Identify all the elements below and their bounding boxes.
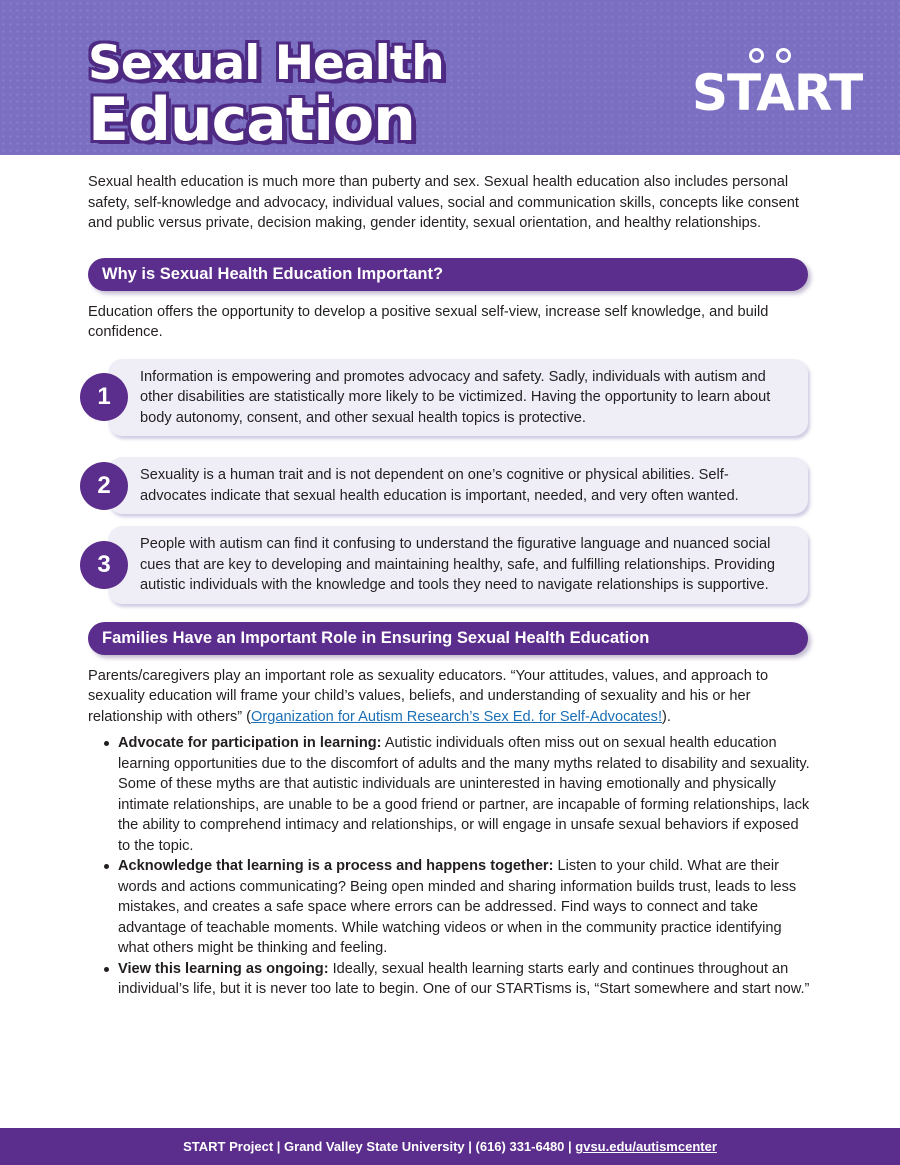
- number-badge: 2: [80, 462, 128, 510]
- number-badge: 1: [80, 373, 128, 421]
- bullet-text: Ideally, sexual health learning starts early and continues throughout an individual’s life, but it is never too late to begin. One of our STARTisms is, “Start somewhere and start now.”: [118, 960, 810, 997]
- numbered-item-text: Information is empowering and promotes advocacy and safety. Sadly, individuals with autism and other disabilities are statistically more likely to be victimized. Having the opportunity to learn about body autonomy, consent, and other sexual health topics is protective.: [108, 359, 808, 437]
- intro-paragraph: Sexual health education is much more than puberty and sex. Sexual health education also includes personal safety, self-knowledge and advocacy, individual values, social and communication skills, concepts like consent and public versus private, decision making, gender identity, sexual orientation, and healthy relationships.: [88, 174, 799, 231]
- oar-resource-link[interactable]: Organization for Autism Research’s Sex Ed. for Self-Advocates!: [251, 708, 663, 725]
- main-content: [88, 172, 813, 1000]
- footer-website-link[interactable]: gvsu.edu/autismcenter: [575, 1139, 717, 1154]
- logo-text: START: [692, 64, 863, 122]
- list-item: [102, 856, 813, 959]
- numbered-item-text: People with autism can find it confusing to understand the figurative language and nuanced social cues that are key to developing and maintaining healthy, safe, and fulfilling relationships. Providing autistic individuals with the knowledge and tools they need to navigate relationships is supportive.: [108, 526, 808, 604]
- page-title-line-2: Education: [88, 85, 415, 155]
- header-banner: [0, 0, 900, 155]
- footer-text: START Project | Grand Valley State University | (616) 331-6480 |: [183, 1139, 576, 1154]
- bullet-text: Autistic individuals often miss out on sexual health education learning opportunities due to the discomfort of adults and the many myths related to disability and sexuality. Some of these myths are that autistic individuals are uninterested in having emotionally and physically intimate relationships, are unable to be a good friend or partner, are incapable of forming relationships, lack the ability to comprehend intimacy and relationships, or will engage in unsafe sexual behaviors if exposed to the topic.: [118, 735, 810, 854]
- number-badge: 3: [80, 541, 128, 589]
- logo-figure-icon-left: [749, 48, 764, 63]
- bullet-title: Advocate for participation in learning:: [118, 735, 382, 751]
- numbered-item-3: [78, 526, 798, 604]
- bullet-title: View this learning as ongoing:: [118, 960, 329, 977]
- numbered-item-2: [78, 457, 798, 514]
- bullet-title: Acknowledge that learning is a process and happens together:: [118, 858, 554, 874]
- section-families-lead: [88, 666, 813, 728]
- list-item: [102, 733, 813, 856]
- section-heading-why: Why is Sexual Health Education Important?: [88, 258, 808, 291]
- start-logo: [692, 48, 863, 122]
- bullet-text: Listen to your child. What are their words and actions communicating? Being open minded and sharing information builds trust, leads to less mistakes, and creates a safe space where errors can be addressed. Find ways to connect and take advantage of teachable moments. While watching videos or when in the community practice identifying what others might be thinking and feeling.: [118, 858, 797, 956]
- numbered-item-text: Sexuality is a human trait and is not dependent on one’s cognitive or physical abilities. Self-advocates indicate that sexual health education is important, needed, and very often wanted.: [108, 457, 808, 514]
- numbered-item-1: [78, 359, 798, 437]
- logo-figure-icon-right: [776, 48, 791, 63]
- footer-bar: [0, 1128, 900, 1165]
- page-title-line-1: Sexual Health: [88, 36, 444, 91]
- families-bullet-list: [102, 733, 813, 1000]
- section-why-lead: Education offers the opportunity to develop a positive sexual self-view, increase self knowledge, and build confidence.: [88, 303, 769, 340]
- lead-text: Parents/caregivers play an important role as sexuality educators. “Your attitudes, values, and approach to sexuality education will frame your child’s values, beliefs, and understanding of sexuality and his or her relationship with others” (: [88, 667, 769, 725]
- list-item: [102, 959, 813, 1000]
- lead-end: ).: [662, 708, 671, 725]
- section-heading-families: Families Have an Important Role in Ensuring Sexual Health Education: [88, 622, 808, 655]
